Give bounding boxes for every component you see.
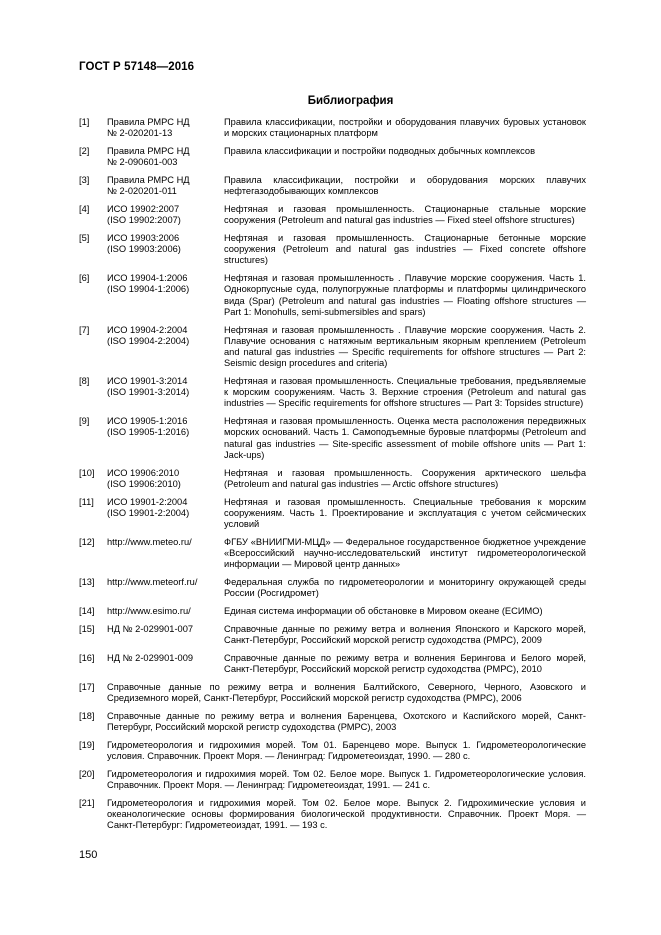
entry-text: Справочные данные по режиму ветра и волнения Балтийского, Северного, Черного, Азовского и Средиземного морей, Санкт-Петербург, Российский морской регистр судоходства (РМРС), 2006 (107, 681, 586, 704)
entry-text: Федеральная служба по гидрометеорологии и мониторингу окружающей среды России (Росгидромет) (224, 577, 586, 599)
entry-text: Нефтяная и газовая промышленность. Стационарные стальные морские сооружения (Petroleum and natural gas industries — Fixed steel offshore structures) (224, 204, 586, 226)
bibliography-entry (79, 537, 586, 571)
entry-text: Нефтяная и газовая промышленность. Специальные требования к морским сооружениям. Часть 1. Проектирование и эксплуатация с учетом сейсмических условий (224, 496, 586, 530)
entry-source: Правила РМРС НД № 2-020201-011 (107, 175, 190, 197)
bibliography-entry (79, 175, 586, 197)
entry-source: НД № 2-029901-009 (107, 652, 194, 663)
entry-source: Правила РМРС НД № 2-020201-13 (107, 117, 190, 139)
bibliography-entry (79, 682, 586, 704)
entry-text: Нефтяная и газовая промышленность. Стационарные бетонные морские сооружения (Petroleum and natural gas industries — Fixed concrete offshore structures) (224, 233, 586, 266)
entry-number: [2] (79, 146, 90, 156)
entry-number: [7] (79, 324, 90, 335)
entry-number: [19] (79, 739, 95, 750)
bibliography-entry (79, 606, 586, 617)
entry-source: ИСО 19904-1:2006 (ISO 19904-1:2006) (107, 273, 190, 295)
entry-number: [11] (79, 496, 94, 507)
entry-number: [10] (79, 467, 95, 478)
bibliography-entry (79, 497, 586, 531)
entry-number: [15] (79, 623, 95, 634)
bibliography-entry (79, 769, 586, 791)
bibliography-entry (79, 711, 586, 733)
entry-source: ИСО 19906:2010 (ISO 19906:2010) (107, 467, 181, 489)
entry-source: ИСО 19905-1:2016 (ISO 19905-1:2016) (107, 416, 190, 438)
bibliography-entry (79, 740, 586, 762)
entry-text: Справочные данные по режиму ветра и волнения Японского и Карского морей, Санкт-Петербург, Российский морской регистр судоходства (РМРС), 2009 (224, 623, 586, 646)
entry-number: [3] (79, 175, 90, 185)
entry-number: [16] (79, 652, 95, 663)
entry-text: Гидрометеорология и гидрохимия морей. Том 01. Баренцево море. Выпуск 1. Гидрометеорологические условия. Справочник. Проект Моря. — Ленинград: Гидрометеоиздат, 1990. — 280 с. (107, 739, 586, 762)
entry-number: [17] (79, 681, 95, 692)
entry-source-link[interactable]: http://www.meteorf.ru/ (107, 577, 198, 588)
bibliography-entry (79, 273, 586, 318)
entry-source-link[interactable]: http://www.meteo.ru/ (107, 536, 192, 547)
entry-source: НД № 2-029901-007 (107, 623, 194, 634)
entry-text: Нефтяная и газовая промышленность . Плавучие морские сооружения. Часть 1. Однокорпусные суда, полупогружные платформы и платформы цилиндрического вида (Spar) (Petroleum and natural gas industries — Floating offshore structures — Part 1: Monohulls, semi-submersibles and spars) (224, 273, 586, 317)
bibliography-entry (79, 653, 586, 675)
entry-source-link[interactable]: http://www.esimo.ru/ (107, 606, 191, 617)
entry-number: [1] (79, 117, 90, 127)
section-title: Библиография (307, 95, 394, 107)
entry-number: [20] (79, 768, 95, 779)
entry-source: ИСО 19902:2007 (ISO 19902:2007) (107, 204, 181, 226)
bibliography-entry (79, 204, 586, 226)
bibliography-entry (79, 468, 586, 490)
entry-text: Справочные данные по режиму ветра и волнения Баренцева, Охотского и Каспийского морей, Санкт-Петербург, Российский морской регистр судоходства (РМРС), 2003 (107, 710, 586, 733)
entry-source: ИСО 19904-2:2004 (ISO 19904-2:2004) (107, 324, 190, 346)
entry-text: Гидрометеорология и гидрохимия морей. Том 02. Белое море. Выпуск 1. Гидрометеорологические условия. Справочник. Проект Моря. — Ленинград: Гидрометеоиздат, 1991. — 241 с. (107, 768, 586, 791)
entry-text: Правила классификации, постройки и оборудования морских плавучих нефтегазодобывающих комплексов (224, 175, 586, 197)
entry-source: ИСО 19901-3:2014 (ISO 19901-3:2014) (107, 376, 190, 398)
entry-number: [4] (79, 204, 90, 214)
entry-source: Правила РМРС НД № 2-090601-003 (107, 146, 190, 168)
bibliography-entry (79, 577, 586, 599)
entry-number: [14] (79, 606, 95, 617)
entry-text: Гидрометеорология и гидрохимия морей. Том 02. Белое море. Выпуск 2. Гидрохимические условия и океанологические основы формирования биологической продуктивности. Справочник. Проект Моря. — Санкт-Петербург: Гидрометеоиздат, 1991. — 193 с. (107, 797, 586, 831)
entry-text: Нефтяная и газовая промышленность. Специальные требования, предъявляемые к морским сооружениям. Часть 3. Верхние строения (Petroleum and natural gas industries — Specific requirements for offshore structures — Part 3: Topsides structure) (224, 376, 586, 409)
entry-text: Правила классификации, постройки и оборудования плавучих буровых установок и морских стационарных платформ (224, 117, 586, 139)
document-header: ГОСТ Р 57148—2016 (79, 61, 195, 73)
page-number: 150 (79, 849, 98, 861)
entry-source: ИСО 19901-2:2004 (ISO 19901-2:2004) (107, 496, 190, 518)
entry-number: [18] (79, 710, 95, 721)
entry-number: [6] (79, 273, 90, 284)
bibliography-entry (79, 233, 586, 267)
entry-text: Правила классификации и постройки подводных добычных комплексов (224, 146, 536, 156)
bibliography-entry (79, 376, 586, 410)
entry-number: [9] (79, 416, 90, 427)
bibliography-entry (79, 624, 586, 646)
entry-text: ФГБУ «ВНИИГМИ-МЦД» — Федеральное государственное бюджетное учреждение «Всероссийский научно-исследовательский институт гидрометеорологической информации — Мировой центр данных» (224, 536, 586, 570)
bibliography-entry (79, 416, 586, 461)
bibliography-list (79, 117, 586, 838)
entry-number: [5] (79, 233, 90, 243)
entry-number: [8] (79, 376, 90, 387)
entry-text: Справочные данные по режиму ветра и волнения Берингова и Белого морей, Санкт-Петербург, Российский морской регистр судоходства (РМРС), 2010 (224, 652, 586, 675)
entry-text: Единая система информации об обстановке в Мировом океане (ЕСИМО) (224, 606, 543, 617)
bibliography-entry (79, 117, 586, 139)
entry-source: ИСО 19903:2006 (ISO 19903:2006) (107, 233, 181, 255)
entry-text: Нефтяная и газовая промышленность. Сооружения арктического шельфа (Petroleum and natural gas industries — Arctic offshore structures) (224, 467, 586, 489)
entry-number: [21] (79, 797, 95, 808)
entry-text: Нефтяная и газовая промышленность. Оценка места расположения передвижных морских оснований. Часть 1. Самоподъемные буровые платформы (Petroleum and natural gas industries — Site-specific assessment of mobile offshore units — Part 1: Jack-ups) (224, 416, 586, 460)
entry-text: Нефтяная и газовая промышленность . Плавучие морские сооружения. Часть 2. Плавучие основания с натяжным вертикальным якорным креплением (Petroleum and natural gas industries — Specific requirements for offshore structures — Part 2: Seismic design procedures and criteria) (224, 324, 586, 369)
entry-number: [12] (79, 536, 95, 547)
bibliography-entry (79, 798, 586, 832)
bibliography-entry (79, 325, 586, 370)
bibliography-entry (79, 146, 586, 168)
entry-number: [13] (79, 577, 95, 588)
